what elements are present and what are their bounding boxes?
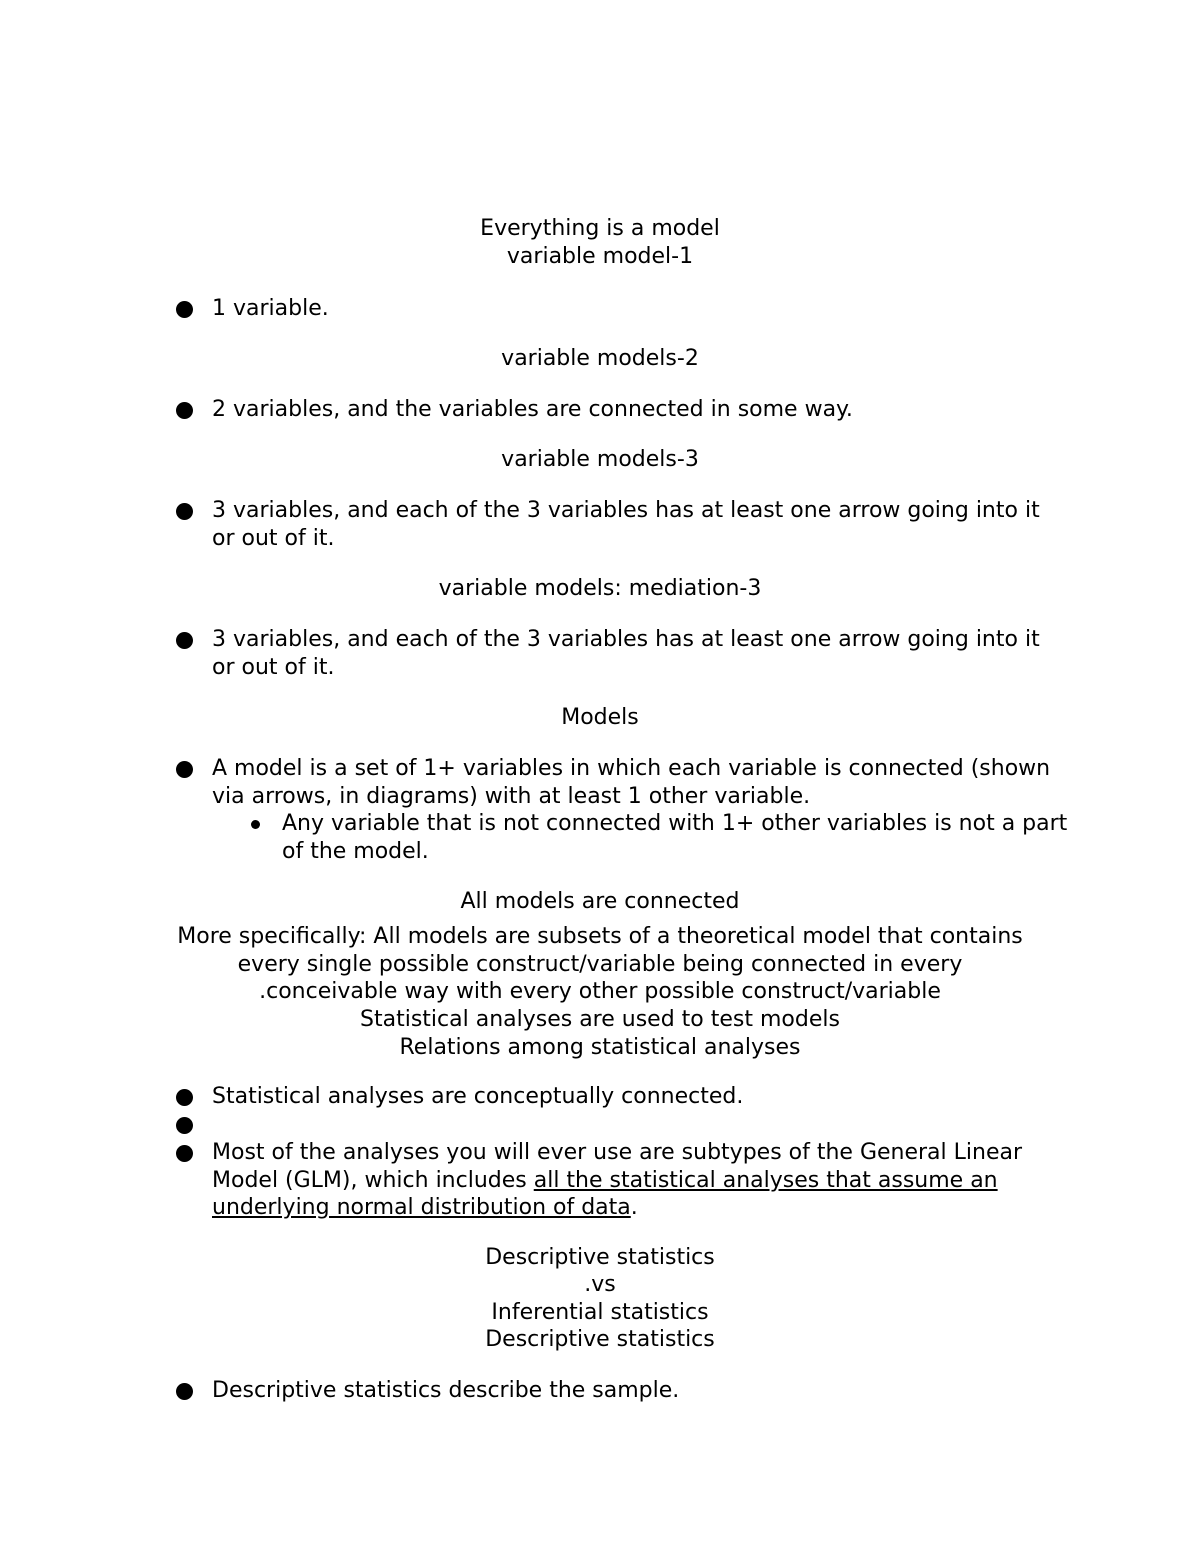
section-heading-4: variable models: mediation-3 bbox=[438, 576, 762, 601]
document-title: Everything is a model bbox=[480, 216, 720, 241]
bullet-text: A model is a set of 1+ variables in which each variable is connected (shown via arrows, in diagrams) with at least 1 other variable. bbox=[212, 756, 1051, 809]
section-heading-6: All models are connected bbox=[460, 889, 740, 914]
bullet-icon bbox=[176, 1117, 193, 1134]
sub-bullet-icon bbox=[251, 820, 260, 829]
bullet-text: 3 variables, and each of the 3 variables has at least one arrow going into it or out of it. bbox=[212, 498, 1040, 551]
bullet-icon bbox=[176, 503, 193, 520]
empty-bullet-item bbox=[212, 1111, 1062, 1139]
paragraph-line: .conceivable way with every other possible construct/variable bbox=[259, 979, 941, 1004]
bullet-icon bbox=[176, 402, 193, 419]
bullet-text: Descriptive statistics describe the sample. bbox=[212, 1378, 680, 1403]
bullet-icon bbox=[176, 301, 193, 318]
paragraph-line: Relations among statistical analyses bbox=[399, 1035, 801, 1060]
bullet-text: 3 variables, and each of the 3 variables has at least one arrow going into it or out of it. bbox=[212, 627, 1040, 680]
bullet-icon bbox=[176, 1145, 193, 1162]
section-heading-1: variable model-1 bbox=[506, 244, 694, 269]
paragraph-line: .vs bbox=[584, 1272, 616, 1297]
bullet-text-end: . bbox=[630, 1195, 638, 1220]
bullet-item bbox=[212, 295, 1062, 323]
paragraph-line: Inferential statistics bbox=[491, 1300, 709, 1325]
bullet-icon bbox=[176, 632, 193, 649]
paragraph-line: Descriptive statistics bbox=[485, 1245, 715, 1270]
bullet-item bbox=[212, 1083, 1062, 1111]
section-heading-5: Models bbox=[561, 705, 639, 730]
sub-bullet-item bbox=[282, 810, 1072, 865]
bullet-item bbox=[212, 396, 1062, 424]
bullet-text: 2 variables, and the variables are connected in some way. bbox=[212, 397, 853, 422]
paragraph-line: Descriptive statistics bbox=[485, 1327, 715, 1352]
bullet-text: 1 variable. bbox=[212, 296, 329, 321]
section-heading-2: variable models-2 bbox=[501, 346, 699, 371]
bullet-item bbox=[212, 497, 1062, 552]
bullet-text: Most of the analyses you will ever use are subtypes of the General Linear Model (GLM), which includes bbox=[212, 1140, 1023, 1193]
paragraph-line: every single possible construct/variable being connected in every bbox=[237, 952, 963, 977]
bullet-text: Statistical analyses are conceptually connected. bbox=[212, 1084, 744, 1109]
bullet-item bbox=[212, 1377, 1062, 1405]
bullet-item bbox=[212, 626, 1062, 681]
bullet-item bbox=[212, 755, 1062, 810]
section-heading-3: variable models-3 bbox=[501, 447, 699, 472]
bullet-item bbox=[212, 1139, 1062, 1222]
paragraph-line: More specifically: All models are subsets of a theoretical model that contains bbox=[177, 924, 1023, 949]
bullet-icon bbox=[176, 1383, 193, 1400]
sub-bullet-text: Any variable that is not connected with 1+ other variables is not a part of the model. bbox=[282, 811, 1068, 864]
paragraph-line: Statistical analyses are used to test models bbox=[360, 1007, 840, 1032]
underlined-text: all the statistical analyses that assume an underlying normal distribution of data bbox=[212, 1167, 998, 1220]
bullet-icon bbox=[176, 761, 193, 778]
bullet-icon bbox=[176, 1089, 193, 1106]
